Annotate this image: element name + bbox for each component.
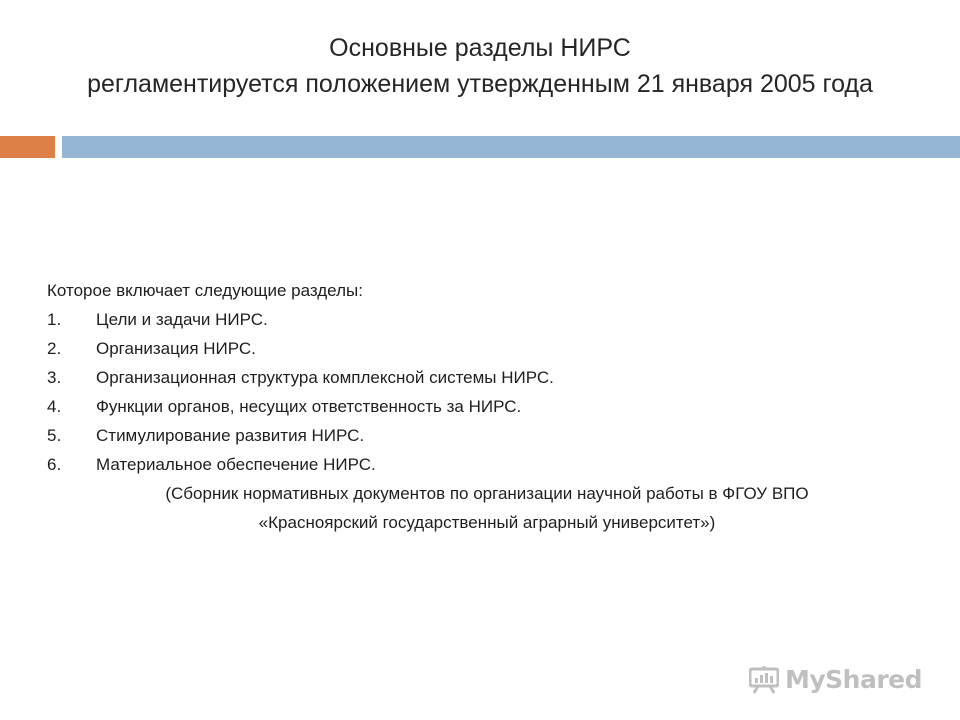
list-item	[47, 363, 927, 392]
list-item-number: 2.	[47, 339, 62, 358]
list-item-number: 4.	[47, 397, 62, 416]
slide-title	[0, 30, 960, 102]
list-item-text: Цели и задачи НИРС.	[96, 310, 268, 329]
list-item-text: Организационная структура комплексной системы НИРС.	[96, 368, 554, 387]
presentation-board-icon	[749, 666, 779, 694]
list-item-text: Стимулирование развития НИРС.	[96, 426, 365, 445]
source-citation-line-1: (Сборник нормативных документов по организации научной работы в ФГОУ ВПО	[165, 484, 809, 503]
list-item	[47, 305, 927, 334]
list-item	[47, 334, 927, 363]
watermark	[749, 665, 922, 694]
sections-list	[47, 305, 927, 479]
title-line-2: регламентируется положением утвержденным 21 января 2005 года	[87, 70, 873, 98]
list-item	[47, 392, 927, 421]
list-item	[47, 450, 927, 479]
title-line-1: Основные разделы НИРС	[329, 34, 631, 62]
list-item-number: 5.	[47, 426, 62, 445]
list-item-number: 6.	[47, 455, 62, 474]
slide-body	[47, 276, 927, 537]
source-citation-line-2: «Красноярский государственный аграрный университет»)	[258, 513, 716, 532]
list-item	[47, 421, 927, 450]
list-item-number: 3.	[47, 368, 62, 387]
watermark-text: MyShared	[784, 665, 922, 694]
list-item-text: Организация НИРС.	[96, 339, 256, 358]
list-item-number: 1.	[47, 310, 62, 329]
accent-bar-orange	[0, 136, 55, 158]
list-item-text: Функции органов, несущих ответственность за НИРС.	[96, 397, 522, 416]
accent-bar-blue	[62, 136, 960, 158]
list-item-text: Материальное обеспечение НИРС.	[96, 455, 376, 474]
intro-text: Которое включает следующие разделы:	[47, 281, 363, 300]
